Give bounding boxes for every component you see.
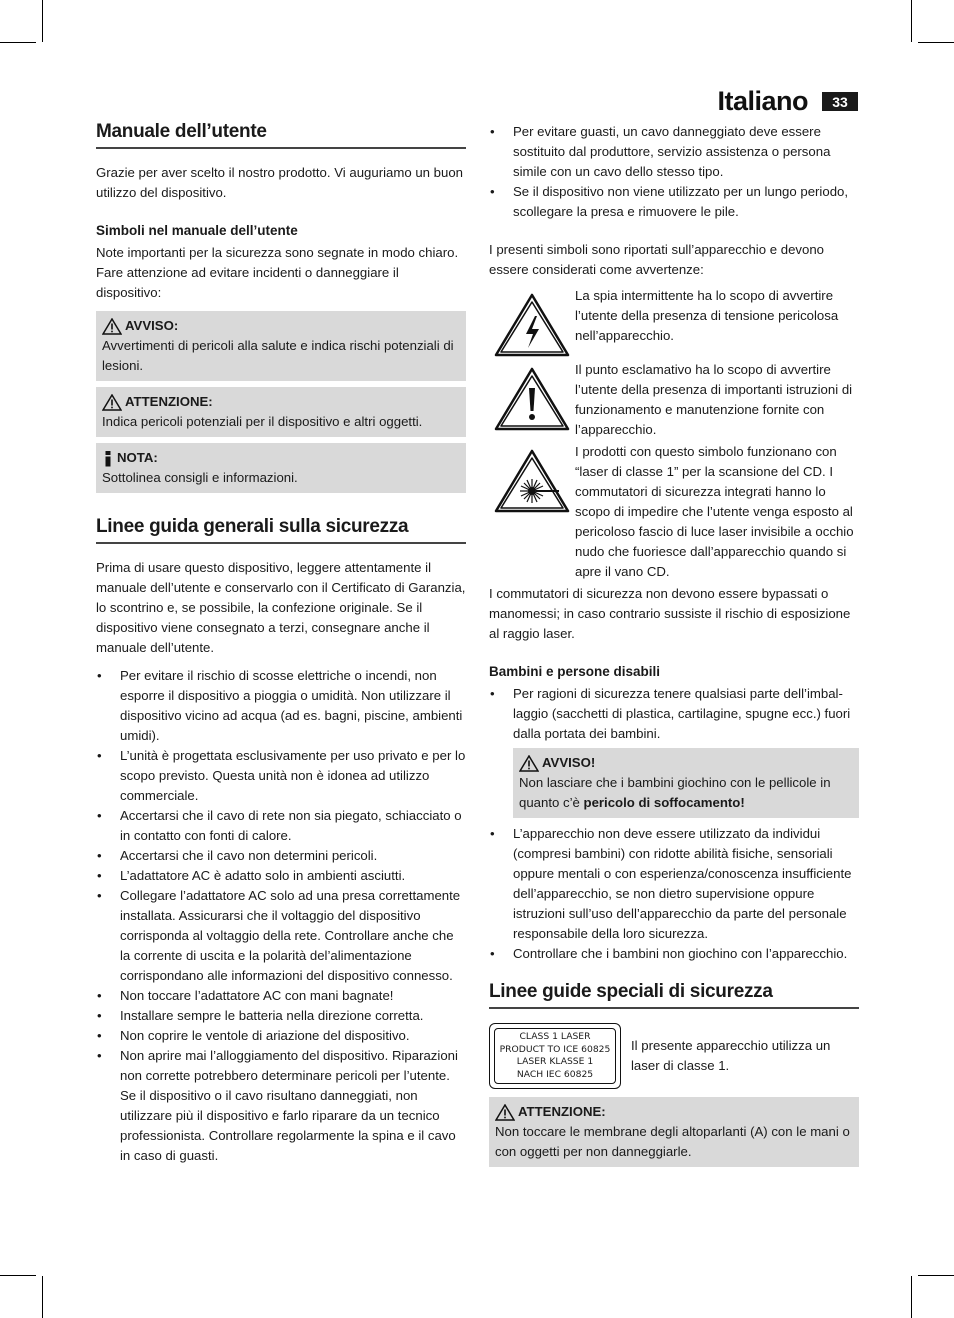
attenzione2-title: ATTENZIONE: [518,1104,606,1119]
children-heading: Bambini e persone disabili [489,664,661,679]
lightning-warning-icon [493,292,571,358]
laser-class-label [489,1023,621,1089]
list-item: • L’apparecchio non deve essere utilizzato da individui (compresi bambini) con ridotte abilità fisiche, sensoriali oppure mentali o con esperienza/conoscenza insufficiente dell’apparecchio, se non dietro supervisione oppure istruzioni sull’uso dell’apparecchio da parte del personale responsabile della loro sicurezza. [489,824,859,944]
manual-title: Manuale dell’utente [96,122,466,149]
symbol-lightning-text: La spia intermittente ha lo scopo di avvertire l’utente della presenza di tensione pericolosa nell’apparecchio. [575,288,839,343]
list-item: • Per evitare il rischio di scosse elettriche o incendi, non esporre il dispositivo a pioggia o umidità. Non utilizzare il dispositivo vicino ad acqua (ad es. bagni, piscine, ambienti umidi). [96,666,466,746]
list-item: • Installare sempre le batteria nella direzione corretta. [96,1006,466,1026]
laser-label-line: CLASS 1 LASER [519,1031,591,1042]
laser-label-line: PRODUCT TO ICE 60825 [499,1043,611,1055]
warning-triangle-icon [102,318,122,335]
note-box [96,443,466,493]
attenzione-text: Indica pericoli potenziali per il dispositivo e altri oggetti. [102,414,423,429]
laser-label-line: LASER KLASSE 1 [516,1056,594,1067]
crop-mark [918,1275,954,1276]
list-item: • Se il dispositivo non viene utilizzato per un lungo periodo, scollegare la presa e rimuovere le pile. [489,182,859,222]
crop-mark [911,0,912,42]
left-column [96,122,466,1166]
avviso2-text-bold: pericolo di soffocamento! [583,795,745,810]
list-item: • Non coprire le ventole di ariazione del dispositivo. [96,1026,466,1046]
list-item: • Accertarsi che il cavo di rete non sia piegato, schiacciato o in contatto con fonti di calore. [96,806,466,846]
special-title: Linee guide speciali di sicurezza [489,982,859,1009]
attenzione2-text: Non toccare le membrane degli altoparlanti (A) con le mani o con oggetti per non danneggiarle. [495,1124,850,1159]
list-item: • L’unità è progettata esclusivamente per uso privato e per lo scopo previsto. Questa unità non è idonea ad utilizzo commerciale. [96,746,466,806]
bypass-text: I commutatori di sicurezza non devono essere bypassati o manomessi; in caso contrario sussiste il rischio di esposizione al raggio laser. [489,586,851,641]
laser-label-line: NACH IEC 60825 [516,1068,594,1080]
list-item: • Non aprire mai l’alloggiamento del dispositivo. Riparazioni non corrette potrebbero determinare pericoli per l’utente. Se il dispositivo o il cavo risultano danneggiati, non utilizzare più il dispositivo e farlo riparare da un tecnico professionista. Controllare regolarmente la spina e il cavo in caso di guasti. [96,1046,466,1166]
crop-mark [918,42,954,43]
warning-triangle-icon [102,394,122,411]
crop-mark [42,1276,43,1318]
safety-title: Linee guida generali sulla sicurezza [96,517,466,544]
crop-mark [911,1276,912,1318]
laser-class-row [489,1023,859,1089]
nota-text: Sottolinea consigli e informazioni. [102,470,298,485]
symbol-row-laser [489,442,859,582]
avviso-text: Avvertimenti di pericoli alla salute e indica rischi potenziali di lesioni. [102,338,454,373]
warning-box-attenzione [96,387,466,437]
language-title: Italiano [717,86,808,116]
symbol-row-exclamation [489,360,859,440]
attenzione-title: ATTENZIONE: [125,394,213,409]
safety-list-continued [489,122,859,222]
symbol-row-lightning [489,286,859,358]
crop-mark [0,1275,36,1276]
crop-mark [42,0,43,42]
crop-mark [0,42,36,43]
list-item: • Controllare che i bambini non giochino con l’apparecchio. [489,944,859,964]
info-icon [102,450,114,467]
symbol-laser-text: I prodotti con questo simbolo funzionano con “laser di classe 1” per la scansione del CD. I commutatori di sicurezza integrati hanno lo scopo di impedire che l’utente venga esposto al pericoloso fascio di luce laser invisibile a occhio nudo che fuoriesce dall’apparecchio quando si apre il vano CD. [575,444,854,579]
children-list [489,684,859,744]
exclamation-warning-icon [493,366,571,432]
children-list-continued [489,824,859,964]
list-item: • Per ragioni di sicurezza tenere qualsiasi parte dell’imballaggio (sacchetti di plastica, cartilagine, spugne ecc.) fuori dalla portata dei bambini. [489,684,859,744]
symbol-exclamation-text: Il punto esclamativo ha lo scopo di avvertire l’utente della presenza di importanti istruzioni di funzionamento e manutenzione fornite con l’apparecchio. [575,362,853,437]
list-item: • Collegare l’adattatore AC solo ad una presa correttamente installata. Assicurarsi che il voltaggio del dispositivo corrisponda al voltaggio della rete. Controllare anche che la corrente di uscita e la polarità del’alimentazione corrispondano alle informazioni del dispositivo connesso. [96,886,466,986]
warning-triangle-icon [519,755,539,772]
avviso2-title: AVVISO! [542,755,596,770]
warning-box-avviso [96,311,466,381]
list-item: • L’adattatore AC è adatto solo in ambienti asciutti. [96,866,466,886]
intro-text: Grazie per aver scelto il nostro prodotto. Vi auguriamo un buon utilizzo del dispositivo. [96,165,464,200]
laser-class-text: Il presente apparecchio utilizza un laser di classe 1. [631,1038,831,1073]
laser-warning-icon [493,448,571,514]
avviso-title: AVVISO: [125,318,179,333]
page-header [717,86,858,117]
warning-box-attenzione-speakers [489,1097,859,1167]
avviso2-text [519,773,853,813]
list-item: • Per evitare guasti, un cavo danneggiato deve essere sostituito dal produttore, servizio assistenza o persona simile con un cavo dello stesso tipo. [489,122,859,182]
symbols-heading: Simboli nel manuale dell’utente [96,223,298,238]
safety-intro: Prima di usare questo dispositivo, leggere attentamente il manuale dell’utente e conservarlo con il Certificato di Garanzia, lo scontrino e, se possibile, la confezione originale. Se il dispositivo viene consegnato a terzi, consegnare anche il manuale dell’utente. [96,560,466,655]
symbols-text: Note importanti per la sicurezza sono segnate in modo chiaro. Fare attenzione ad evitare incidenti o danneggiare il dispositivo: [96,245,459,300]
page-number: 33 [822,92,858,111]
safety-list [96,666,466,1166]
warning-box-avviso-children [513,748,859,818]
list-item: • Non toccare l’adattatore AC con mani bagnate! [96,986,466,1006]
symbols-intro: I presenti simboli sono riportati sull’apparecchio e devono essere considerati come avvertenze: [489,242,824,277]
warning-triangle-icon [495,1104,515,1121]
right-column [489,122,859,1173]
avviso2-text-plain: Non lasciare che i bambini giochino con le pellicole in quanto c’è [519,775,831,810]
nota-title: NOTA: [117,450,158,465]
list-item: • Accertarsi che il cavo non determini pericoli. [96,846,466,866]
